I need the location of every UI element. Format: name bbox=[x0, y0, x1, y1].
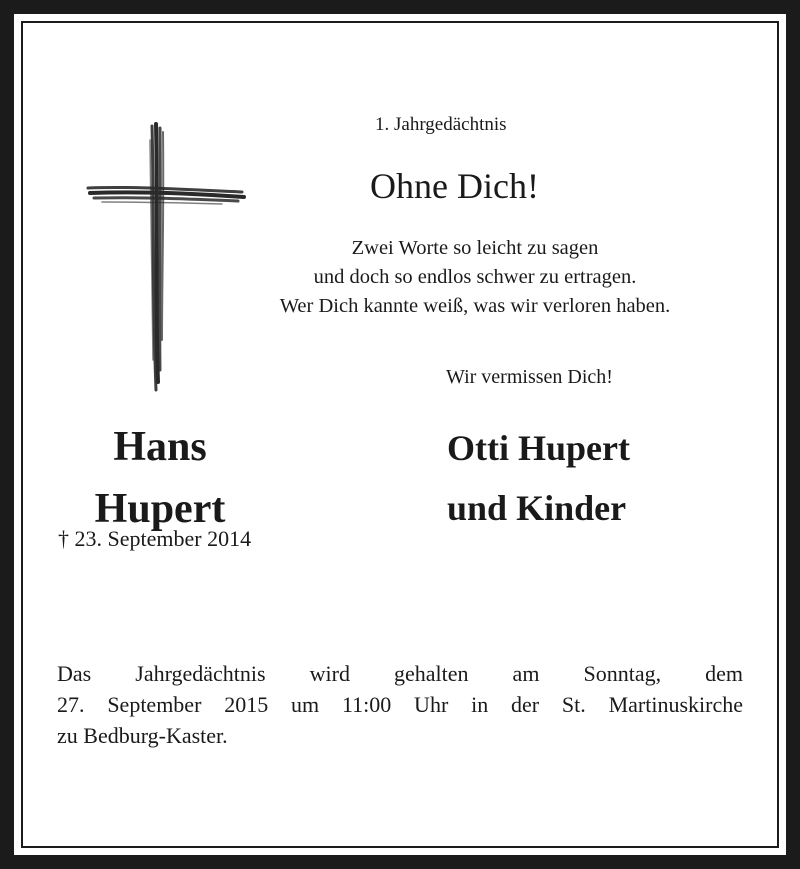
miss-line: Wir vermissen Dich! bbox=[446, 366, 613, 388]
service-line-2: 27. September 2015 um 11:00 Uhr in der St. Martinuskirche bbox=[57, 692, 743, 717]
family-signature bbox=[447, 418, 630, 538]
first-name: Hans bbox=[113, 424, 207, 470]
death-date: † 23. September 2014 bbox=[58, 526, 252, 551]
anniversary-label: 1. Jahrgedächtnis bbox=[375, 114, 507, 135]
last-name: Hupert bbox=[94, 486, 226, 532]
verse-line-2: und doch so endlos schwer zu ertragen. bbox=[313, 266, 637, 288]
headline: Ohne Dich! bbox=[370, 166, 539, 206]
verse-line-3: Wer Dich kannte weiß, was wir verloren haben. bbox=[279, 295, 671, 317]
service-line-3: zu Bedburg-Kaster. bbox=[57, 723, 228, 748]
service-line-1: Das Jahrgedächtnis wird gehalten am Sonntag, dem bbox=[57, 661, 743, 686]
verse-line-1: Zwei Worte so leicht zu sagen bbox=[351, 237, 599, 259]
deceased-name bbox=[60, 416, 260, 540]
verse bbox=[190, 234, 760, 321]
service-notice bbox=[57, 658, 743, 751]
family-line-2: und Kinder bbox=[447, 488, 627, 528]
family-line-1: Otti Hupert bbox=[447, 428, 630, 468]
